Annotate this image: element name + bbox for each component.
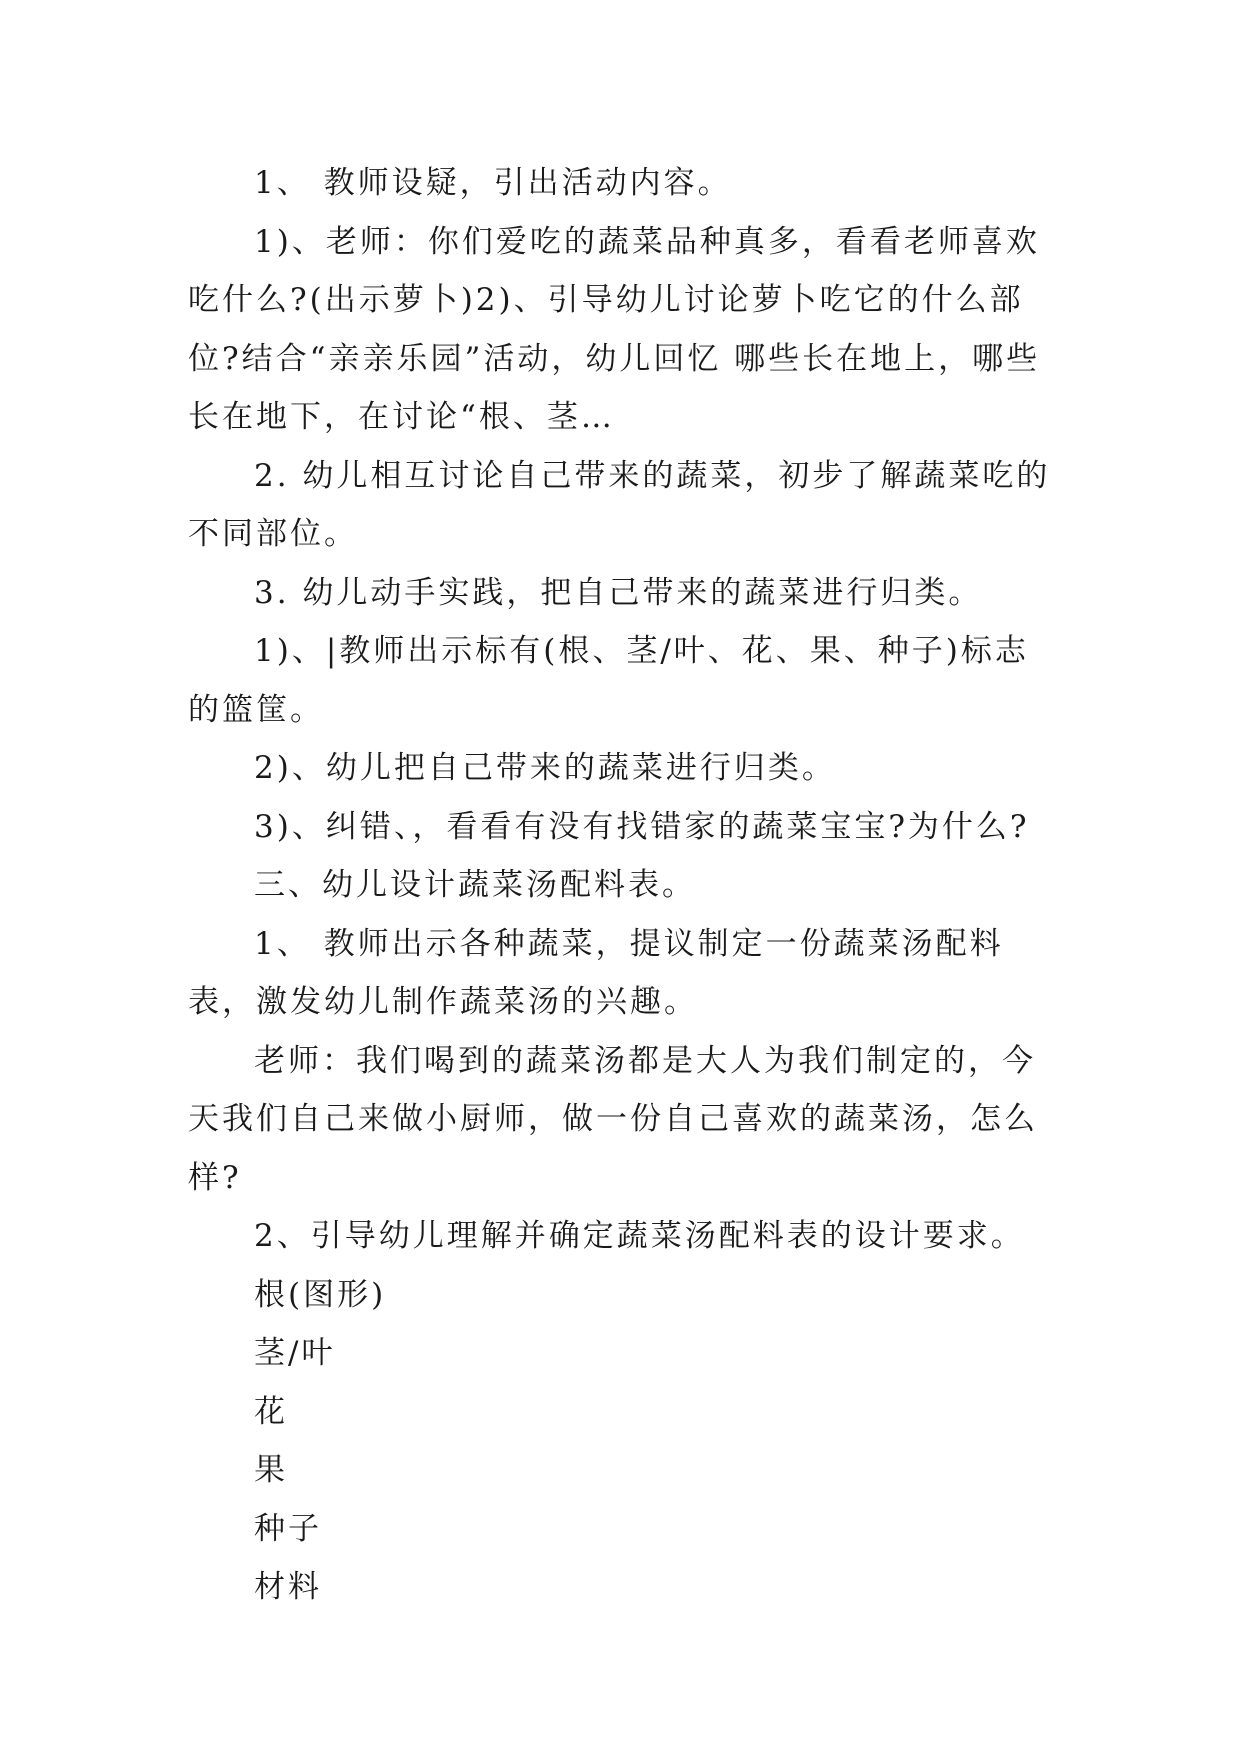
section-heading-soup-table: 三、幼儿设计蔬菜汤配料表。 [254, 867, 696, 903]
paragraph-correct-errors: 3)、纠错、，看看有没有找错家的蔬菜宝宝?为什么? [254, 808, 1030, 845]
list-item-fruit: 果 [254, 1452, 288, 1488]
paragraph-classify: 2)、幼儿把自己带来的蔬菜进行归类。 [254, 750, 836, 786]
paragraph-step-2-discussion: 2. 幼儿相互讨论自己带来的蔬菜，初步了解蔬菜吃的不同部位。 [188, 457, 1051, 552]
paragraph-step-1-intro: 1、 教师设疑，引出活动内容。 [254, 165, 732, 201]
paragraph-little-chef: 老师：我们喝到的蔬菜汤都是大人为我们制定的，今天我们自己来做小厨师，做一份自己喜欢的蔬菜汤，怎么样? [188, 1042, 1038, 1196]
paragraph-show-vegetables: 1、 教师出示各种蔬菜，提议制定一份蔬菜汤配料表，激发幼儿制作蔬菜汤的兴趣。 [188, 925, 1004, 1020]
paragraph-baskets: 1)、|教师出示标有(根、茎/叶、花、果、种子)标志的篮筐。 [188, 633, 1029, 728]
list-item-flower: 花 [254, 1393, 288, 1430]
list-item-material: 材料 [254, 1569, 322, 1605]
list-item-root: 根(图形) [254, 1276, 387, 1313]
paragraph-design-requirements: 2、引导幼儿理解并确定蔬菜汤配料表的设计要求。 [254, 1218, 1025, 1254]
paragraph-step-3-practice: 3. 幼儿动手实践，把自己带来的蔬菜进行归类。 [254, 574, 983, 611]
paragraph-teacher-question: 1)、老师：你们爱吃的蔬菜品种真多，看看老师喜欢吃什么?(出示萝卜)2)、引导幼儿讨论萝卜吃它的什么部位?结合“亲亲乐园”活动，幼儿回忆 哪些长在地上，哪些长在地下，在讨论“根、茎… [188, 223, 1041, 435]
list-item-seed: 种子 [254, 1510, 322, 1547]
document-body [188, 154, 1058, 1617]
list-item-stem-leaf: 茎/叶 [254, 1335, 336, 1371]
